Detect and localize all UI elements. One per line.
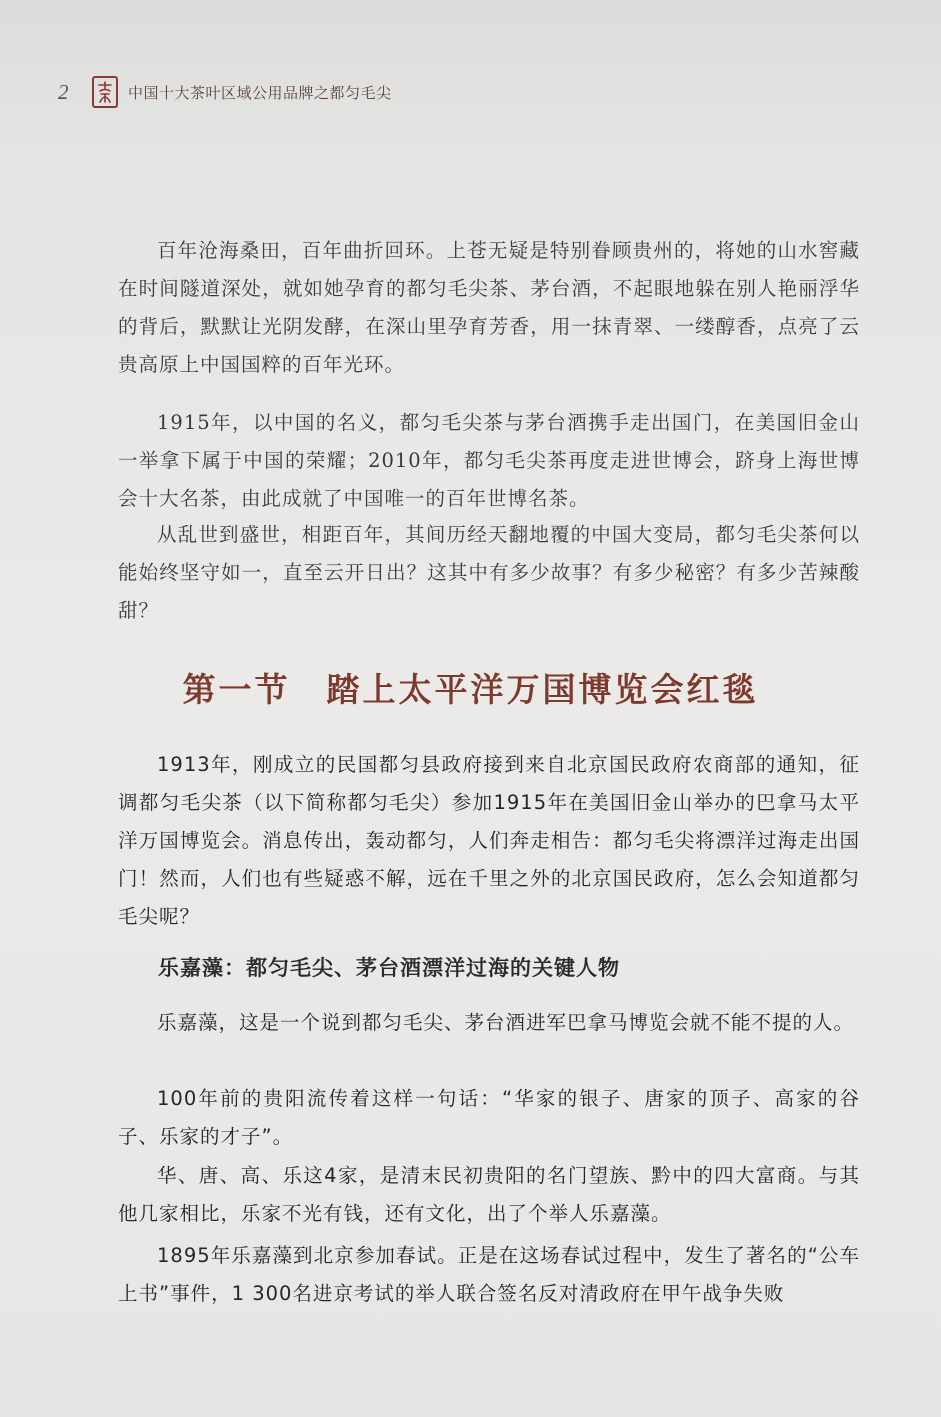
section-number: 第一节 — [182, 670, 291, 709]
section-title: 踏上太平洋万国博览会红毯 — [326, 670, 759, 709]
sub-paragraph-2: 100年前的贵阳流传着这样一句话：“华家的银子、唐家的顶子、高家的谷子、乐家的才子”。 — [118, 1087, 860, 1148]
section-heading — [0, 664, 941, 711]
intro-paragraph-1: 百年沧海桑田，百年曲折回环。上苍无疑是特别眷顾贵州的，将她的山水窖藏在时间隧道深处，就如她孕育的都匀毛尖茶、茅台酒，不起眼地躲在别人艳丽浮华的背后，默默让光阴发酵，在深山里孕育芳香，用一抹青翠、一缕醇香，点亮了云贵高原上中国国粹的百年光环。 — [118, 239, 860, 376]
section-paragraph: 1913年，刚成立的民国都匀县政府接到来自北京国民政府农商部的通知，征调都匀毛尖茶（以下简称都匀毛尖）参加1915年在美国旧金山举办的巴拿马太平洋万国博览会。消息传出，轰动都匀，人们奔走相告：都匀毛尖将漂洋过海走出国门！然而，人们也有些疑惑不解，远在千里之外的北京国民政府，怎么会知道都匀毛尖呢？ — [118, 753, 860, 928]
running-title: 中国十大茶叶区域公用品牌之都匀毛尖 — [128, 83, 392, 102]
tea-seal-icon — [92, 76, 118, 108]
sub-paragraph-4: 1895年乐嘉藻到北京参加春试。正是在这场春试过程中，发生了著名的“公车上书”事件，1 300名进京考试的举人联合签名反对清政府在甲午战争失败 — [118, 1244, 860, 1305]
page-header — [58, 70, 392, 114]
sub-paragraph-3: 华、唐、高、乐这4家，是清末民初贵阳的名门望族、黔中的四大富商。与其他几家相比，乐家不光有钱，还有文化，出了个举人乐嘉藻。 — [118, 1164, 860, 1225]
intro-paragraph-3: 从乱世到盛世，相距百年，其间历经天翻地覆的中国大变局，都匀毛尖茶何以能始终坚守如一，直至云开日出？这其中有多少故事？有多少秘密？有多少苦辣酸甜？ — [118, 523, 860, 622]
intro-paragraph-2: 1915年，以中国的名义，都匀毛尖茶与茅台酒携手走出国门，在美国旧金山一举拿下属于中国的荣耀；2010年，都匀毛尖茶再度走进世博会，跻身上海世博会十大名茶，由此成就了中国唯一的百年世博名茶。 — [118, 411, 860, 510]
subsection-heading: 乐嘉藻：都匀毛尖、茅台酒漂洋过海的关键人物 — [158, 956, 620, 980]
sub-paragraph-1: 乐嘉藻，这是一个说到都匀毛尖、茅台酒进军巴拿马博览会就不能不提的人。 — [157, 1011, 855, 1034]
page-number: 2 — [58, 79, 69, 104]
